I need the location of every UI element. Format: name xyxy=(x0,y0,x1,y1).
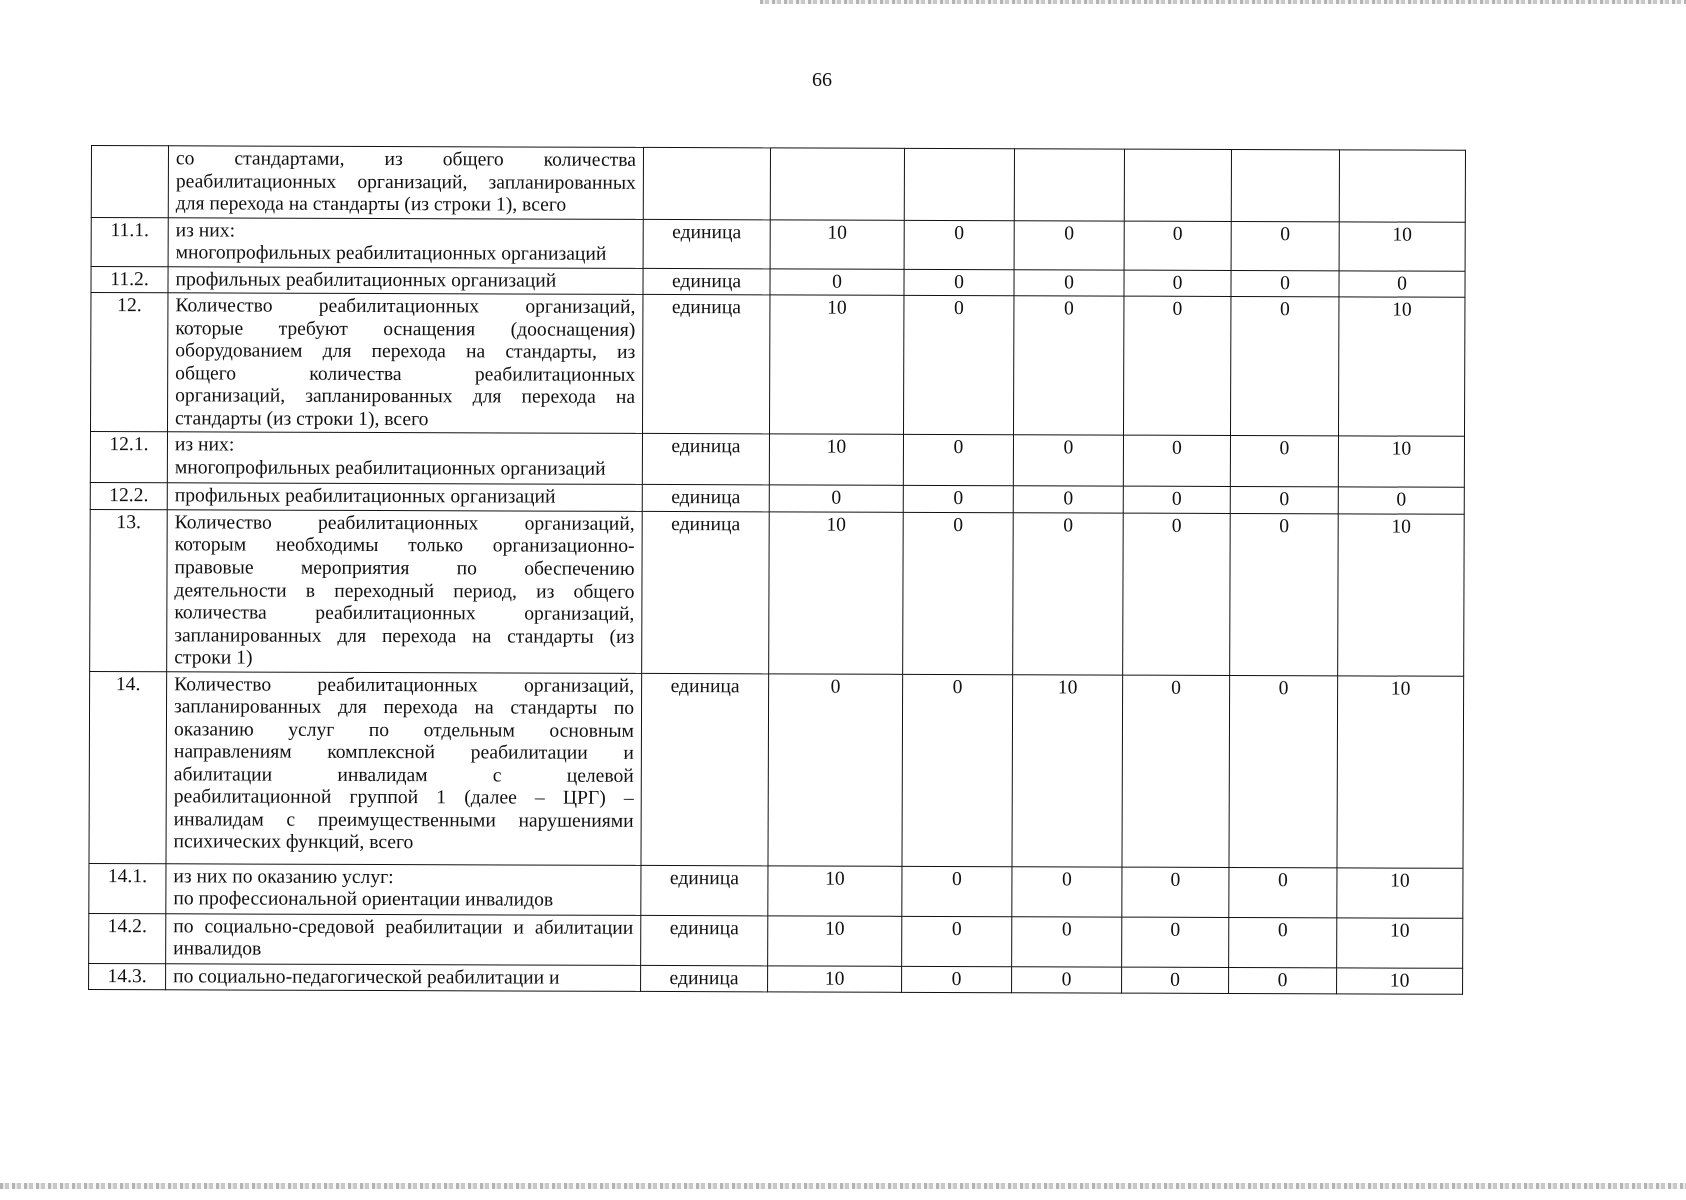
description-line: абилитации инвалидам с целевой xyxy=(173,764,634,787)
row-number: 14. xyxy=(89,671,167,863)
value-cell xyxy=(904,148,1014,220)
table-row xyxy=(90,509,1465,676)
value-cell: 10 xyxy=(1338,297,1464,437)
description-line: оказанию услуг по отдельным основным xyxy=(173,718,634,742)
row-description xyxy=(167,293,642,434)
value-cell: 0 xyxy=(1123,513,1231,675)
value-cell: 0 xyxy=(1013,486,1123,513)
description-line: стандарты (из строки 1), всего xyxy=(175,408,429,431)
row-number: 13. xyxy=(90,509,168,671)
description-line: со стандартами, из общего количества xyxy=(175,148,636,171)
description-line: запланированных для перехода на стандарты по xyxy=(174,696,635,720)
value-cell: 0 xyxy=(1229,967,1337,994)
row-number: 12.2. xyxy=(90,483,167,510)
table-row xyxy=(89,913,1463,968)
row-number: 14.3. xyxy=(89,963,166,990)
description-line: профильных реабилитационных организаций xyxy=(175,268,557,292)
row-unit: единица xyxy=(642,485,769,512)
value-cell: 0 xyxy=(1014,269,1124,296)
value-cell: 0 xyxy=(1122,967,1229,994)
description-line: правовые мероприятия по обеспечению xyxy=(174,557,635,580)
description-line: которым необходимы только организационно- xyxy=(174,534,635,558)
value-cell: 0 xyxy=(1012,966,1122,993)
row-number: 11.2. xyxy=(91,266,168,293)
value-cell: 0 xyxy=(1122,867,1229,917)
row-unit: единица xyxy=(643,268,770,295)
value-cell: 10 xyxy=(1339,221,1465,271)
row-description xyxy=(168,146,643,219)
row-unit: единица xyxy=(643,219,770,269)
description-line: многопрофильных реабилитационных организаций xyxy=(175,242,607,265)
value-cell: 0 xyxy=(902,866,1012,916)
row-number: 12. xyxy=(90,293,167,432)
description-line: инвалидам с преимущественными нарушениями xyxy=(173,809,634,832)
row-description xyxy=(166,963,641,991)
row-unit: единица xyxy=(641,865,768,915)
value-cell: 10 xyxy=(769,512,904,674)
value-cell: 0 xyxy=(1013,435,1123,486)
value-cell: 0 xyxy=(1124,221,1231,270)
value-cell: 10 xyxy=(770,219,904,269)
scan-edge-bottom xyxy=(0,1183,1686,1189)
description-line: направлениям комплексной реабилитации и xyxy=(173,741,634,765)
value-cell: 0 xyxy=(1124,270,1231,297)
value-cell: 0 xyxy=(904,220,1014,269)
description-line: инвалидов xyxy=(173,938,262,960)
value-cell: 10 xyxy=(1337,675,1464,867)
row-description xyxy=(168,217,643,268)
row-description xyxy=(166,863,641,915)
description-line: из них: xyxy=(175,219,236,242)
value-cell: 0 xyxy=(904,269,1014,296)
description-line: по социально-педагогической реабилитации и xyxy=(173,965,560,989)
description-line: для перехода на стандарты (из строки 1), всего xyxy=(175,193,567,216)
value-cell: 0 xyxy=(768,673,903,865)
value-cell: 0 xyxy=(1122,917,1229,967)
value-cell: 0 xyxy=(769,485,903,512)
table-row xyxy=(90,432,1464,488)
row-unit xyxy=(643,147,770,219)
report-table-body xyxy=(89,146,1466,995)
description-line: из них по оказанию услуг: xyxy=(173,865,394,888)
value-cell: 10 xyxy=(1012,674,1123,866)
description-line: реабилитационных организаций, запланированных xyxy=(175,170,636,194)
row-number: 12.1. xyxy=(90,432,167,483)
description-line: профильных реабилитационных организаций xyxy=(174,485,556,508)
value-cell: 10 xyxy=(769,434,903,485)
value-cell xyxy=(770,148,904,220)
row-number xyxy=(91,146,168,218)
scan-edge-top xyxy=(760,0,1686,4)
table-row xyxy=(91,146,1465,222)
value-cell: 10 xyxy=(1337,867,1463,917)
value-cell: 10 xyxy=(768,965,902,992)
value-cell: 0 xyxy=(1012,866,1122,916)
value-cell: 0 xyxy=(1229,867,1337,917)
description-line: реабилитационной группой 1 (далее – ЦРГ) – xyxy=(173,786,634,810)
description-line: организаций, запланированных для перехода на xyxy=(175,385,636,409)
row-unit: единица xyxy=(642,434,769,485)
row-number: 14.2. xyxy=(89,913,166,963)
value-cell: 0 xyxy=(1012,916,1122,966)
description-line: деятельности в переходный период, из общего xyxy=(174,579,635,603)
value-cell: 0 xyxy=(902,966,1012,993)
description-line: которые требуют оснащения (дооснащения) xyxy=(175,318,636,341)
value-cell: 0 xyxy=(1231,270,1339,297)
value-cell xyxy=(1014,149,1124,221)
row-description xyxy=(168,266,643,294)
description-line: строки 1) xyxy=(174,647,253,669)
description-line: оборудованием для перехода на стандарты, из xyxy=(175,340,636,364)
row-number: 14.1. xyxy=(89,863,166,913)
value-cell: 0 xyxy=(903,435,1013,486)
description-line: Количество реабилитационных организаций, xyxy=(175,295,636,319)
row-unit: единица xyxy=(641,915,768,965)
value-cell: 0 xyxy=(1230,297,1338,437)
description-line: психических функций, всего xyxy=(173,831,414,854)
value-cell: 0 xyxy=(1230,436,1338,487)
description-line: Количество реабилитационных организаций, xyxy=(174,512,635,535)
table-row xyxy=(91,217,1465,271)
value-cell: 10 xyxy=(769,295,903,435)
description-line: общего количества реабилитационных xyxy=(175,363,636,386)
value-cell: 0 xyxy=(1230,513,1339,675)
value-cell: 0 xyxy=(1123,435,1230,486)
value-cell: 0 xyxy=(1123,296,1230,436)
description-line: Количество реабилитационных организаций, xyxy=(174,673,635,697)
value-cell: 0 xyxy=(902,916,1012,966)
value-cell: 10 xyxy=(1338,436,1464,487)
value-cell: 10 xyxy=(768,915,902,965)
value-cell: 0 xyxy=(903,296,1013,436)
row-description xyxy=(166,913,641,965)
value-cell: 10 xyxy=(1337,967,1463,994)
description-line: по социально-средовой реабилитации и абилитации xyxy=(173,915,634,939)
value-cell: 0 xyxy=(1013,296,1123,436)
value-cell: 10 xyxy=(1337,917,1463,967)
page-number: 66 xyxy=(812,69,832,91)
row-description xyxy=(167,483,642,511)
table-row xyxy=(89,963,1463,994)
value-cell: 0 xyxy=(1231,221,1339,270)
table-row xyxy=(89,671,1464,868)
value-cell xyxy=(1339,150,1465,222)
table-row xyxy=(90,293,1464,437)
description-line: количества реабилитационных организаций, xyxy=(174,602,635,625)
value-cell xyxy=(1231,149,1339,221)
report-table xyxy=(88,145,1466,995)
value-cell: 0 xyxy=(1338,487,1464,514)
value-cell: 0 xyxy=(1339,271,1465,298)
value-cell: 0 xyxy=(1230,487,1338,514)
row-unit: единица xyxy=(642,511,770,673)
value-cell: 0 xyxy=(903,512,1014,674)
row-number: 11.1. xyxy=(91,217,168,266)
row-description xyxy=(166,671,642,865)
row-unit: единица xyxy=(641,965,768,992)
row-unit: единица xyxy=(642,295,769,435)
value-cell: 0 xyxy=(770,269,904,296)
row-unit: единица xyxy=(641,673,769,865)
value-cell: 0 xyxy=(1229,675,1338,867)
description-line: по профессиональной ориентации инвалидов xyxy=(173,888,554,911)
description-line: из них: xyxy=(174,434,235,456)
value-cell: 0 xyxy=(903,486,1013,513)
value-cell: 0 xyxy=(1013,513,1124,675)
table-row xyxy=(89,863,1463,918)
value-cell: 0 xyxy=(1123,486,1230,513)
value-cell: 10 xyxy=(1338,514,1465,676)
description-line: многопрофильных реабилитационных организаций xyxy=(174,457,606,480)
value-cell: 0 xyxy=(1229,917,1337,967)
description-line: запланированных для перехода на стандарты (из xyxy=(174,624,635,648)
row-description xyxy=(167,432,642,485)
value-cell: 0 xyxy=(902,674,1013,866)
row-description xyxy=(167,510,643,673)
value-cell: 0 xyxy=(1014,220,1124,269)
value-cell xyxy=(1124,149,1231,221)
value-cell: 10 xyxy=(768,865,902,915)
value-cell: 0 xyxy=(1122,675,1230,867)
